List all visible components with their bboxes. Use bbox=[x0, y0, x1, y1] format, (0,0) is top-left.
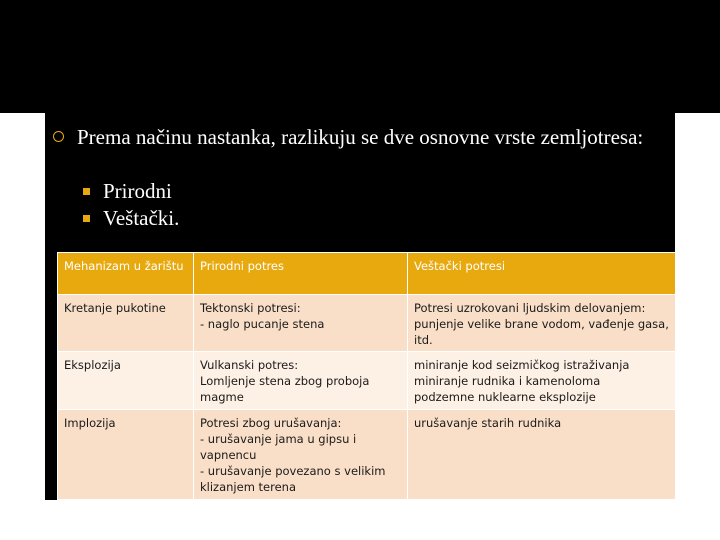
sub-bullet-item bbox=[83, 178, 179, 205]
header-natural: Prirodni potres bbox=[194, 253, 408, 295]
table-row bbox=[58, 295, 676, 352]
cell-line: - urušavanje povezano s velikim klizanjem terena bbox=[200, 464, 390, 494]
cell-line: Lomljenje stena zbog proboja magme bbox=[200, 374, 374, 404]
ring-bullet-icon bbox=[53, 131, 64, 142]
sub-bullet-label: Veštački. bbox=[103, 206, 180, 230]
cell-line: - naglo pucanje stena bbox=[200, 317, 325, 331]
cell-line: podzemne nuklearne eksplozije bbox=[414, 390, 596, 404]
cell-mechanism: Implozija bbox=[58, 410, 194, 500]
cell-line: miniranje kod seizmičkog istraživanja bbox=[414, 358, 630, 372]
table-row bbox=[58, 410, 676, 500]
cell-line: urušavanje starih rudnika bbox=[414, 416, 562, 430]
cell-natural bbox=[194, 410, 408, 500]
table-row bbox=[58, 352, 676, 410]
cell-mechanism: Kretanje pukotine bbox=[58, 295, 194, 352]
cell-artificial bbox=[408, 410, 676, 500]
main-bullet-text: Prema načinu nastanka, razlikuju se dve osnovne vrste zemljotresa: bbox=[77, 125, 644, 149]
cell-line: Tektonski potresi: bbox=[200, 301, 301, 315]
content-area bbox=[45, 113, 675, 500]
cell-line: - urušavanje jama u gipsu i vapnencu bbox=[200, 432, 360, 462]
cell-artificial bbox=[408, 295, 676, 352]
sub-bullet-item bbox=[83, 205, 179, 232]
main-bullet bbox=[53, 123, 653, 151]
sub-bullet-list bbox=[83, 178, 179, 232]
title-band bbox=[0, 0, 720, 113]
cell-line: Vulkanski potres: bbox=[200, 358, 299, 372]
sub-bullet-label: Prirodni bbox=[103, 179, 172, 203]
header-artificial: Veštački potresi bbox=[408, 253, 676, 295]
cell-artificial bbox=[408, 352, 676, 410]
cell-mechanism: Eksplozija bbox=[58, 352, 194, 410]
cell-line: Potresi zbog urušavanja: bbox=[200, 416, 342, 430]
table-header-row bbox=[58, 253, 676, 295]
square-bullet-icon bbox=[83, 188, 90, 195]
cell-line: Potresi uzrokovani ljudskim delovanjem: punjenje velike brane vodom, vađenje gasa, itd. bbox=[414, 301, 673, 347]
cell-line: miniranje rudnika i kamenoloma bbox=[414, 374, 601, 388]
header-mechanism: Mehanizam u žarištu bbox=[58, 253, 194, 295]
cell-natural bbox=[194, 295, 408, 352]
cell-natural bbox=[194, 352, 408, 410]
square-bullet-icon bbox=[83, 215, 90, 222]
earthquake-types-table bbox=[57, 252, 676, 500]
